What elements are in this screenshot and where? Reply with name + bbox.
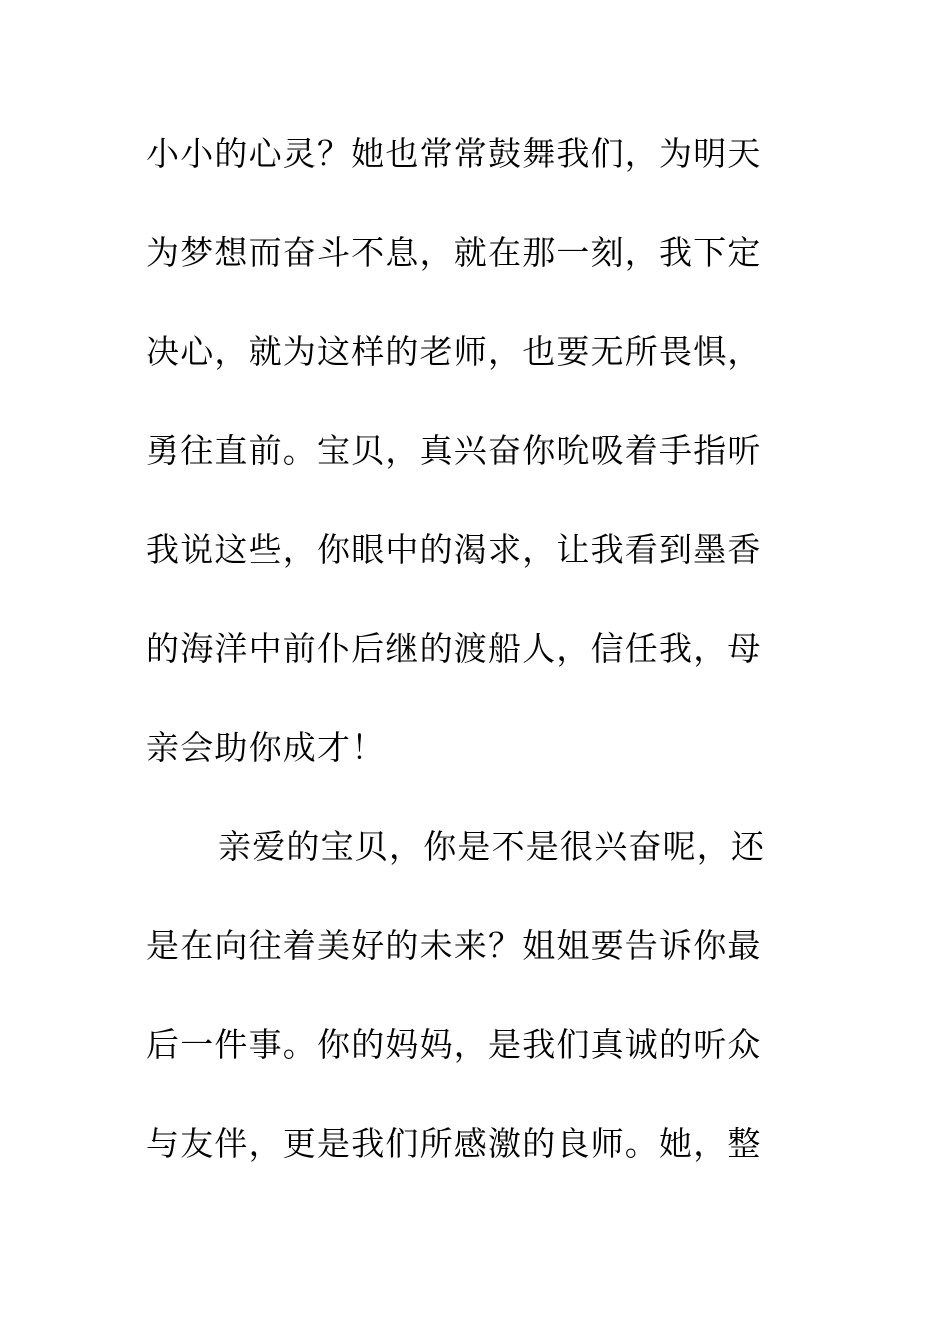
paragraph-start-line: 亲爱的宝贝，你是不是很兴奋呢，还 (218, 827, 766, 866)
text-line: 亲会助你成才！ (146, 728, 386, 767)
body-text (146, 126, 810, 1215)
text-line: 小小的心灵？她也常常鼓舞我们，为明天 (146, 134, 762, 173)
text-line: 决心，就为这样的老师，也要无所畏惧， (146, 332, 762, 371)
text-line: 的海洋中前仆后继的渡船人，信任我，母 (146, 629, 762, 668)
text-line: 我说这些，你眼中的渴求，让我看到墨香 (146, 530, 762, 569)
text-line: 是在向往着美好的未来？姐姐要告诉你最 (146, 926, 762, 965)
text-line: 与友伴，更是我们所感激的良师。她，整 (146, 1124, 762, 1163)
text-line: 勇往直前。宝贝，真兴奋你吮吸着手指听 (146, 431, 762, 470)
text-line: 为梦想而奋斗不息，就在那一刻，我下定 (146, 233, 762, 272)
text-line: 后一件事。你的妈妈，是我们真诚的听众 (146, 1025, 762, 1064)
